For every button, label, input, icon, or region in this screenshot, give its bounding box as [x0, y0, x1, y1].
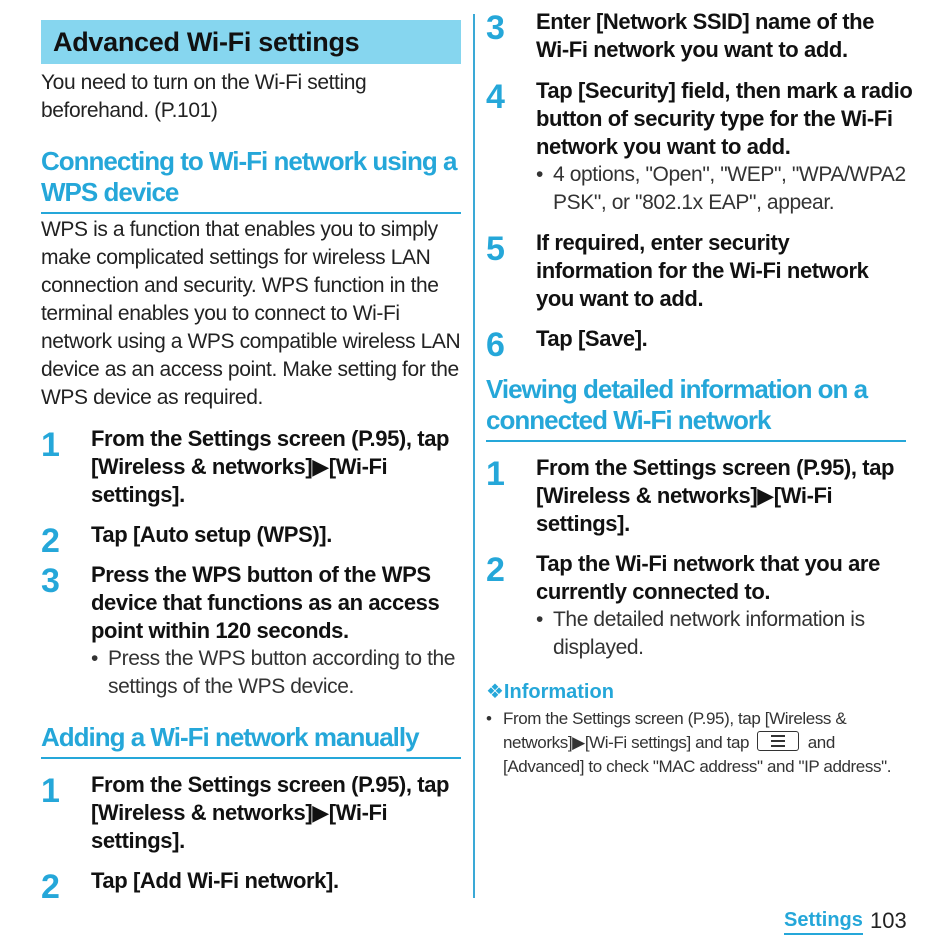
- page-title: Advanced Wi-Fi settings: [53, 27, 360, 57]
- menu-key-icon: [757, 731, 799, 751]
- manual-step-4-bullet: [536, 161, 906, 217]
- bullet-text: 4 options, "Open", "WEP", "WPA/WPA2 PSK", or "802.1x EAP", appear.: [553, 163, 906, 214]
- information-heading: ❖Information: [486, 681, 614, 703]
- step-number: 5: [486, 230, 505, 268]
- step-text: Tap [Add Wi-Fi network].: [91, 868, 339, 893]
- step-text: Enter [Network SSID] name of the Wi-Fi network you want to add.: [536, 9, 875, 62]
- step-number: 3: [486, 9, 505, 47]
- step-text: Press the WPS button of the WPS device that functions as an access point within 120 seconds.: [91, 562, 440, 643]
- detail-section-heading: Viewing detailed information on a connected Wi-Fi network: [486, 374, 906, 442]
- step-text: Tap [Auto setup (WPS)].: [91, 522, 332, 547]
- step-number: 1: [41, 772, 60, 810]
- wps-step-3-bullet: [91, 645, 461, 701]
- bullet-dot: •: [486, 709, 492, 728]
- page-number: 103: [870, 908, 907, 933]
- information-text: [486, 707, 906, 779]
- bullet-text: Press the WPS button according to the settings of the WPS device.: [108, 647, 456, 698]
- step-number: 2: [41, 522, 60, 560]
- step-number: 4: [486, 78, 505, 116]
- wps-section-heading: Connecting to Wi-Fi network using a WPS device: [41, 146, 461, 214]
- bullet-dot: •: [536, 608, 543, 631]
- information-text-part2: and [Advanced] to check "MAC address" and "IP address".: [503, 733, 892, 776]
- page-title-box: [41, 20, 461, 64]
- step-text: Tap [Save].: [536, 326, 648, 351]
- footer-section-label: Settings: [784, 907, 863, 935]
- manual-section-heading: Adding a Wi-Fi network manually: [41, 722, 461, 759]
- column-divider: [473, 14, 475, 898]
- step-number: 2: [486, 551, 505, 589]
- step-text: From the Settings screen (P.95), tap [Wireless & networks]▶[Wi-Fi settings].: [91, 772, 450, 853]
- detail-step-2-bullet: [536, 606, 906, 662]
- step-number: 2: [41, 868, 60, 906]
- bullet-dot: •: [536, 163, 543, 186]
- step-text: Tap [Security] field, then mark a radio button of security type for the Wi-Fi network you want to add.: [536, 78, 913, 159]
- step-number: 3: [41, 562, 60, 600]
- step-number: 1: [41, 426, 60, 464]
- bullet-dot: •: [91, 647, 98, 670]
- step-text: From the Settings screen (P.95), tap [Wireless & networks]▶[Wi-Fi settings].: [91, 426, 450, 507]
- bullet-text: The detailed network information is displayed.: [553, 608, 865, 659]
- step-number: 1: [486, 455, 505, 493]
- step-number: 6: [486, 326, 505, 364]
- information-text-part1: From the Settings screen (P.95), tap [Wireless & networks]▶[Wi-Fi settings] and tap: [503, 709, 847, 752]
- step-text: Tap the Wi-Fi network that you are currently connected to.: [536, 551, 880, 604]
- wps-description: WPS is a function that enables you to simply make complicated settings for wireless LAN connection and security. WPS function in the terminal enables you to connect to Wi-Fi network using a WPS compatible wireless LAN device as an access point. Make setting for the WPS device as required.: [41, 218, 461, 409]
- step-text: From the Settings screen (P.95), tap [Wireless & networks]▶[Wi-Fi settings].: [536, 455, 895, 536]
- step-text: If required, enter security information for the Wi-Fi network you want to add.: [536, 230, 869, 311]
- intro-text: You need to turn on the Wi-Fi setting beforehand. (P.101): [41, 71, 367, 122]
